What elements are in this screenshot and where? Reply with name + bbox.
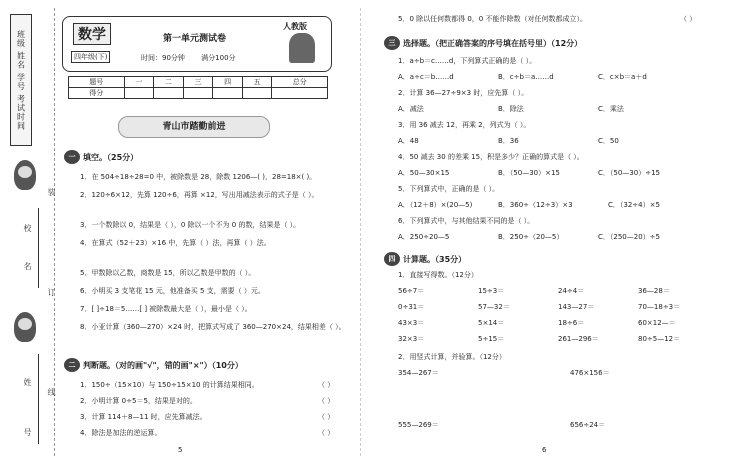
motto-banner: 青山市踏勤前进 <box>118 116 270 138</box>
publisher-logo <box>277 19 325 67</box>
option-3-2-a: A．减法 <box>398 105 424 113</box>
question-3-2: 2．计算 36—27÷9×3 时，应先算（ ）。 <box>398 89 529 97</box>
grade-label: 四年级(下) <box>71 51 110 63</box>
calc-item: 5×14＝ <box>478 319 505 327</box>
option-3-5-a: A．（12＋8）×(20—5) <box>398 201 473 209</box>
subsection-4-1: 1．直接写得数。（12分） <box>398 271 478 279</box>
option-3-4-c: C．（50—30）÷15 <box>598 169 660 177</box>
calc-item: 24÷4＝ <box>558 287 585 295</box>
option-3-1-a: A．a÷c＝b……d <box>398 73 454 81</box>
binding-line-2 <box>38 354 39 444</box>
question-3-4: 4．50 减去 30 的差乘 15，积是多少？正确的算式是（ ）。 <box>398 153 584 161</box>
score-table-header-row <box>69 77 328 88</box>
section-1-title: 填空。（25分） <box>83 152 139 162</box>
score-table-score-row <box>69 88 328 99</box>
score-blank[interactable] <box>154 88 184 99</box>
option-3-3-b: B．36 <box>498 137 519 145</box>
answer-paren-2-1[interactable]: （ ） <box>318 381 335 389</box>
calc-item: 143—27＝ <box>558 303 595 311</box>
section-4-title: 计算题。（35分） <box>403 254 467 264</box>
binding-label-xian: 线 <box>47 388 56 396</box>
binding-label-xiao: 校 <box>23 224 32 232</box>
option-3-2-b: B．除法 <box>498 105 524 113</box>
exam-time: 时间：90分钟 <box>141 54 185 62</box>
calc-item: 32×3＝ <box>398 335 425 343</box>
question-1-8: 8．小亚计算（360—270）×24 时，把算式写成了 360—270×24，结果相差（ ）。 <box>80 323 346 331</box>
page-divider <box>360 8 361 456</box>
option-3-6-c: C．（250—20）÷5 <box>598 233 660 241</box>
score-cell: 一 <box>124 77 154 88</box>
question-1-1: 1．在 504÷18÷28=0 中，被除数是 28，除数 1206—( )，28=18×( )。 <box>80 173 317 181</box>
binding-margin <box>4 8 55 456</box>
calc-item: 60×12—＝ <box>638 319 676 327</box>
question-1-6: 6．小明买 3 支笔花 15 元，他准备买 5 支，需要（ ）元。 <box>80 287 265 295</box>
binding-label-zhuang: 装 <box>47 188 56 196</box>
binding-label-ming: 名 <box>23 262 32 270</box>
exam-title: 第一单元测试卷 <box>163 34 227 44</box>
binding-info-box: 班级 姓名 学号 考试时间 <box>10 14 32 146</box>
question-2-5: 5．0 除以任何数都得 0，0 不能作除数（对任何数都成立）。 <box>398 15 587 23</box>
section-4-heading <box>384 252 466 266</box>
score-cell: 二 <box>154 77 184 88</box>
calc-item: 80÷5—12＝ <box>638 335 681 343</box>
subject-label: 数学 <box>73 23 111 45</box>
option-3-4-a: A．50—30×15 <box>398 169 450 177</box>
vertical-calc-3: 555—269＝ <box>398 421 439 429</box>
score-blank[interactable] <box>213 88 243 99</box>
score-cell: 题号 <box>69 77 125 88</box>
option-3-2-c: C．乘法 <box>598 105 624 113</box>
section-1-heading <box>64 150 138 164</box>
exam-header <box>62 16 332 72</box>
option-3-6-a: A．250÷20—5 <box>398 233 450 241</box>
score-blank[interactable] <box>242 88 272 99</box>
subsection-4-2: 2．用竖式计算，并验算。（12分） <box>398 353 506 361</box>
question-3-6: 6．下列算式中，与其他结果不同的是（ ）。 <box>398 217 535 225</box>
score-row-label: 得分 <box>69 88 125 99</box>
calc-item: 70—18÷3＝ <box>638 303 681 311</box>
question-1-4: 4．在算式（52＋23）×16 中，先算（ ）法，再算（ ）法。 <box>80 239 271 247</box>
teacher-figure-icon <box>289 33 315 63</box>
section-2-badge: 二 <box>64 358 80 372</box>
binding-label-hao: 号 <box>23 428 32 436</box>
answer-paren-2-2[interactable]: （ ） <box>318 397 335 405</box>
question-2-2: 2．小明计算 0÷5＝5，结果是对的。 <box>80 397 197 405</box>
score-cell: 四 <box>213 77 243 88</box>
page-number-left: 5 <box>178 446 183 454</box>
calc-item: 57—32＝ <box>478 303 510 311</box>
vertical-calc-4: 656÷24＝ <box>570 421 606 429</box>
calc-item: 15÷3＝ <box>478 287 505 295</box>
vertical-calc-2: 476×156＝ <box>570 369 610 377</box>
option-3-1-b: B．c÷b＝a……d <box>498 73 554 81</box>
binding-label-ding: 订 <box>47 288 56 296</box>
option-3-3-c: C．50 <box>598 137 619 145</box>
option-3-5-c: C．（32÷4）×5 <box>608 201 660 209</box>
vertical-calc-1: 354—267＝ <box>398 369 439 377</box>
score-blank[interactable] <box>272 88 328 99</box>
section-3-heading <box>384 36 582 50</box>
calc-item: 0÷31＝ <box>398 303 425 311</box>
binding-label-xing: 姓 <box>23 378 32 386</box>
question-2-3: 3．计算 114＋8—11 时，应先算减法。 <box>80 413 207 421</box>
score-cell: 五 <box>242 77 272 88</box>
section-3-badge: 三 <box>384 36 400 50</box>
exam-full-score: 满分100分 <box>201 54 236 62</box>
publisher-name: 人教版 <box>283 22 307 31</box>
page-number-right: 6 <box>542 446 547 454</box>
question-3-3: 3．用 36 减去 12，再乘 2，列式为（ ）。 <box>398 121 531 129</box>
section-1-badge: 一 <box>64 150 80 164</box>
answer-paren-2-3[interactable]: （ ） <box>318 413 335 421</box>
question-1-7: 7．[ ]÷18＝5……[ ] 被除数最大是（ ），最小是（ ）。 <box>80 305 252 313</box>
question-2-4: 4．除法是加法的逆运算。 <box>80 429 162 437</box>
calc-item: 5÷15＝ <box>478 335 505 343</box>
score-cell: 总分 <box>272 77 328 88</box>
cartoon-reader-icon <box>14 312 36 342</box>
question-1-2: 2．120÷6×12，先算 120÷6，再算 ×12，写出用减法表示的式子是（ ）。 <box>80 191 319 199</box>
calc-item: 36—28＝ <box>638 287 670 295</box>
score-cell: 三 <box>183 77 213 88</box>
answer-paren-2-5[interactable]: （ ） <box>680 15 697 23</box>
section-3-title: 选择题。（把正确答案的序号填在括号里）（12分） <box>403 38 583 48</box>
question-2-1: 1．150÷（15×10）与 150÷15×10 的计算结果相同。 <box>80 381 259 389</box>
score-table <box>68 76 328 99</box>
option-3-6-b: B．250÷（20—5） <box>498 233 564 241</box>
calc-item: 43×3＝ <box>398 319 425 327</box>
question-3-1: 1．a÷b＝c……d，下列算式正确的是（ ）。 <box>398 57 537 65</box>
score-blank[interactable] <box>124 88 154 99</box>
calc-item: 56÷7＝ <box>398 287 425 295</box>
option-3-1-c: C．c×b＝a＋d <box>598 73 647 81</box>
question-1-3: 3．一个数除以 0，结果是（ ），0 除以一个不为 0 的数，结果是（ ）。 <box>80 221 301 229</box>
cartoon-student-icon <box>14 160 36 190</box>
section-2-heading <box>64 358 243 372</box>
section-4-badge: 四 <box>384 252 400 266</box>
question-1-5: 5．甲数除以乙数，商数是 15，所以乙数是甲数的（ ）。 <box>80 269 256 277</box>
option-3-4-b: B．（50—30）×15 <box>498 169 560 177</box>
option-3-5-b: B．360÷（12÷3）×3 <box>498 201 573 209</box>
calc-item: 18÷6＝ <box>558 319 585 327</box>
score-blank[interactable] <box>183 88 213 99</box>
binding-line <box>38 208 39 288</box>
answer-paren-2-4[interactable]: （ ） <box>318 429 335 437</box>
exam-meta <box>141 53 250 63</box>
section-2-title: 判断题。（对的画"√"，错的画"×"）（10分） <box>83 360 243 370</box>
calc-item: 261—296＝ <box>558 335 599 343</box>
question-3-5: 5．下列算式中，正确的是（ ）。 <box>398 185 500 193</box>
option-3-3-a: A．48 <box>398 137 419 145</box>
